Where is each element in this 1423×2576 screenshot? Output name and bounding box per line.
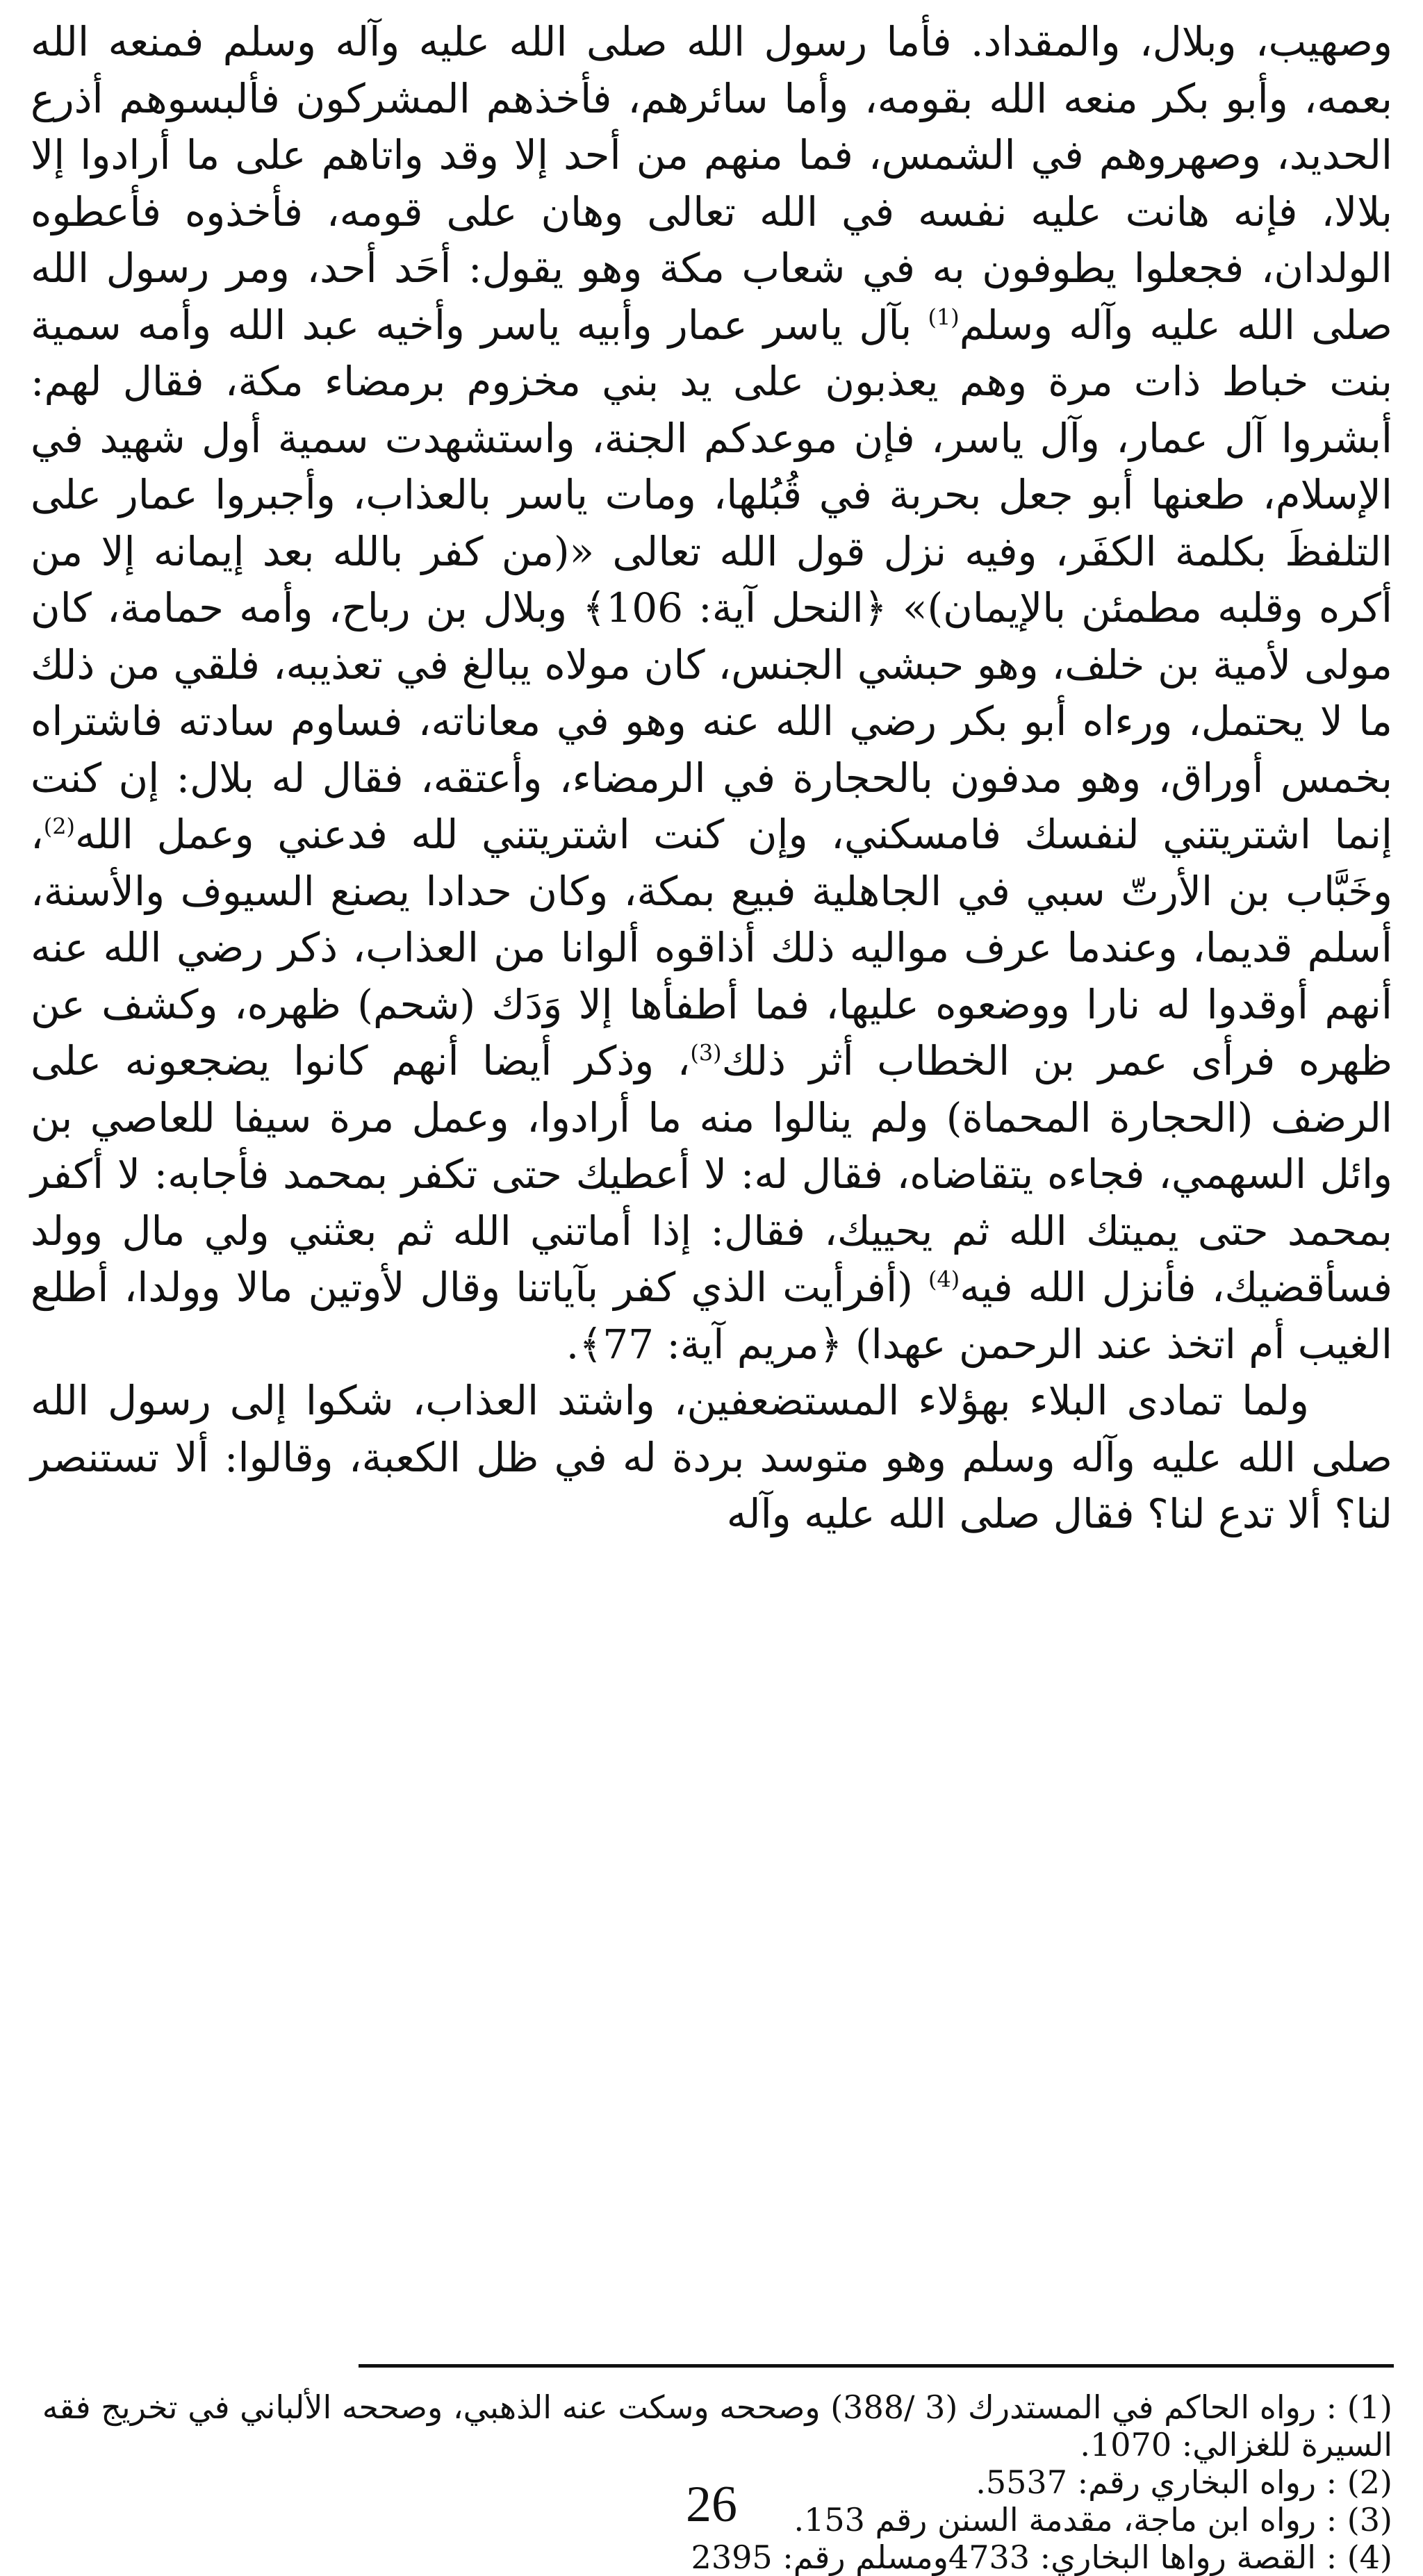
footnote-4: (4) : القصة رواها البخاري: 4733ومسلم رقم: 2395 <box>691 2538 1392 2576</box>
paragraph-2: ولما تمادى البلاء بهؤلاء المستضعفين، واشتد العذاب، شكوا إلى رسول الله صلى الله عليه وآله وسلم وهو متوسد بردة له في ظل الكعبة، وقالوا: ألا تستنصر لنا؟ ألا تدع لنا؟ فقال صلى الله عليه وآله <box>31 1377 1392 1537</box>
footnote-separator <box>359 2364 1394 2368</box>
footnote-ref-3: (3) <box>690 1039 722 1066</box>
paragraph-1-part-3: ، وخَبَّاب بن الأرتّ سبي في الجاهلية فبيع بمكة، وكان حدادا يصنع السيوف والأسنة، أسلم قديما، وعندما عرف مواليه ذلك أذاقوه ألوانا من العذاب، ذكر رضي الله عنه أنهم أوقدوا له نارا ووضعوه عليها، فما أطفأها إلا وَدَك (شحم) ظهره، وكشف عن ظهره فرأى عمر بن الخطاب أثر ذلك <box>31 811 1393 1084</box>
paragraph-1 <box>31 14 1392 1373</box>
paragraph-1-part-4: ، وذكر أيضا أنهم كانوا يضجعونه على الرضف (الحجارة المحماة) ولم ينالوا منه ما أرادوا، وعمل مرة سيفا للعاصي بن وائل السهمي، فجاءه يتقاضاه، فقال له: لا أعطيك حتى تكفر بمحمد فأجابه: لا أكفر بمحمد حتى يميتك الله ثم يحييك، فقال: إذا أماتني الله ثم بعثني ولي مال وولد فسأقضيك، فأنزل الله فيه <box>31 1037 1392 1311</box>
paragraph-1-part-5: (أفرأيت الذي كفر بآياتنا وقال لأوتين مالا وولدا، أطلع الغيب أم اتخذ عند الرحمن عهدا) ﴿مريم آية: 77﴾. <box>31 1264 1392 1368</box>
footnote-ref-2: (2) <box>43 813 75 840</box>
footnote-ref-1: (1) <box>928 304 960 331</box>
page-number: 26 <box>686 2476 737 2533</box>
footnote-ref-4: (4) <box>928 1266 960 1293</box>
footnote-2: (2) : رواه البخاري رقم: 5537. <box>976 2463 1392 2501</box>
paragraph-1-part-1: وصهيب، وبلال، والمقداد. فأما رسول الله صلى الله عليه وآله وسلم فمنعه الله بعمه، وأبو بكر منعه الله بقومه، وأما سائرهم، فأخذهم المشركون فألبسوهم أذرع الحديد، وصهروهم في الشمس، فما منهم من أحد إلا وقد واتاهم على ما أرادوا إلا بلالا، فإنه هانت عليه نفسه في الله تعالى وهان على قومه، فأخذوه فأعطوه الولدان، فجعلوا يطوفون به في شعاب مكة وهو يقول: أحَد أحد، ومر رسول الله صلى الله عليه وآله وسلم <box>31 18 1393 349</box>
paragraph-1-part-2: بآل ياسر عمار وأبيه ياسر وأخيه عبد الله وأمه سمية بنت خباط ذات مرة وهم يعذبون على يد بني مخزوم برمضاء مكة، فقال لهم: أبشروا آل عمار، وآل ياسر، فإن موعدكم الجنة، واستشهدت سمية أول شهيد في الإسلام، طعنها أبو جعل بحربة في قُبُلها، ومات ياسر بالعذاب، وأجبروا عمار على التلفظَ بكلمة الكفَر، وفيه نزل قول الله تعالى «(من كفر بالله بعد إيمانه إلا من أكره وقلبه مطمئن بالإيمان)» ﴿النحل آية: 106﴾ وبلال بن رباح، وأمه حمامة، كان مولى لأمية بن خلف، وهو حبشي الجنس، كان مولاه يبالغ في تعذيبه، فلقي من ذلك ما لا يحتمل، ورءاه أبو بكر رضي الله عنه وهو في معاناته، فساوم سادته فاشتراه بخمس أوراق، وهو مدفون بالحجارة في الرمضاء، وأعتقه، فقال له بلال: إن كنت إنما اشتريتني لنفسك فامسكني، وإن كنت اشتريتني لله فدعني وعمل الله <box>31 301 1393 858</box>
footnote-3: (3) : رواه ابن ماجة، مقدمة السنن رقم 153. <box>793 2501 1392 2538</box>
body-text <box>31 14 1392 1543</box>
footnote-1: (1) : رواه الحاكم في المستدرك (3 /388) وصححه وسكت عنه الذهبي، وصححه الألباني في تخريج فقه السيرة للغزالي: 1070. <box>42 2388 1392 2463</box>
